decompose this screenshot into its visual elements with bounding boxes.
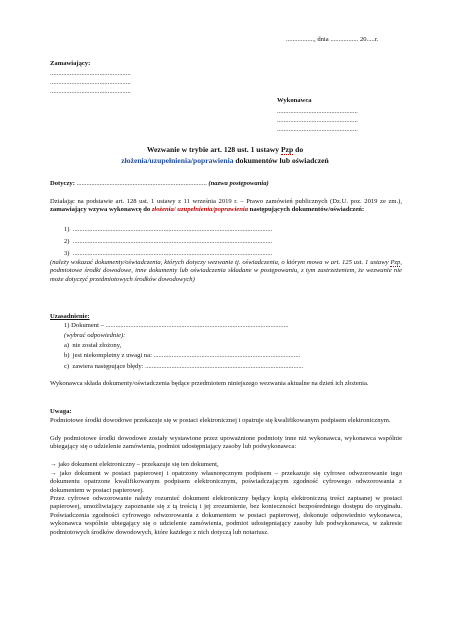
list-item: 2) ......................................................................................................................... — [64, 238, 273, 245]
list-item: a) nie został złożony, — [64, 342, 122, 349]
dotyczy-line: Dotyczy: ............................................................................... (nazwa postępowania) — [50, 180, 269, 187]
document-title-line-2: złożenia/uzupełnienia/poprawienia dokumentów lub oświadczeń — [121, 156, 329, 165]
list-item: c) zawiera następujące błędy: ................................................................................................ — [64, 363, 304, 370]
list-item: b) jest niekompletny z uwagi na: ......................................................................................... — [64, 352, 301, 359]
pzp-abbrev: Pzp — [281, 145, 294, 154]
intro-paragraph: Działając na podstawie art. 128 ust. 1 ustawy z 11 września 2019 r. – Prawo zamówień publicznych (Dz.U. poz. 2019 ze zm.), zamawiający wzywa wykonawcę do złożenia/ uzupełnienia/poprawienia następujących dokumentów/oświadczeń: — [50, 198, 402, 214]
zamawiajacy-line-3: ................................................. — [50, 88, 131, 95]
italic-note: (należy wskazać dokumenty/oświadczenia, których dotyczy wezwanie tj. oświadczenia, o którym mowa w art. 125 ust. 1 ustawy Pzp, podmiotowe środki dowodowe, inne dokumenty lub oświadczenia składane w postępowaniu, z tym zastrzeżeniem, że wezwanie nie może dotyczyć przedmiotowych środków dowodowych) — [50, 259, 402, 283]
wykonawca-label: Wykonawca — [277, 97, 312, 104]
title-red-part: złożenia/uzupełnienia/poprawienia — [121, 156, 234, 165]
uwaga-paragraph-5: Przez cyfrowe odwzorowanie należy rozumieć dokument elektroniczny będący kopią elektroniczną treści zapisanej w postaci papierowej, umożliwiający zapoznanie się z tą treścią i jej zrozumienie, bez konieczności bezpośredniego dostępu do oryginału. Poświadczenia zgodności cyfrowego odwzorowania z dokumentem w postaci papierowej, dokonuje odpowiednio wykonawca, wykonawca wspólnie ubiegający się o udzielenie zamówienia, podmiot udostępniający zasoby lub podwykonawca, w zakresie podmiotowych środków dowodowych, które każdego z nich dotyczą lub notariusz. — [50, 495, 402, 536]
uwaga-paragraph-1: Podmiotowe środki dowodowe przekazuje się w postaci elektronicznej i opatruje się kwalifikowanym podpisem elektronicznym. — [50, 417, 391, 424]
uzasadnienie-label: Uzasadnienie: — [50, 313, 90, 320]
zamawiajacy-line-1: ................................................. — [50, 70, 131, 77]
wykonawca-line-3: ................................................. — [277, 126, 358, 133]
uwaga-paragraph-4: → jako dokument w postaci papierowej i opatrzony własnoręcznym podpisem – przekazuje się cyfrowe odwzorowanie tego dokumentu opatrzone kwalifikowanym podpisem elektronicznym, poświadczającym zgodność cyfrowego odwzorowania z dokumentem w postaci papierowej. — [50, 470, 402, 494]
uwaga-label: Uwaga: — [50, 408, 72, 415]
wykonawca-line-2: ................................................. — [277, 117, 358, 124]
list-item: 3) ......................................................................................................................... — [64, 250, 273, 257]
zamawiajacy-label: Zamawiający: — [50, 60, 91, 67]
wykonawca-line-1: ................................................. — [277, 108, 358, 115]
uwaga-paragraph-2: Gdy podmiotowe środki dowodowe zostały wystawione przez upoważnione podmioty inne niż wykonawca, wykonawca wspólnie ubiegający się o udzielenie zamówienia, podmiot udostępniający zasoby lub podwykonawca: — [50, 435, 402, 451]
date-line: ................., dnia ................. 20.....r. — [286, 36, 379, 43]
choose-hint: (wybrać odpowiednie): — [64, 332, 126, 339]
document-line: 1) Dokument – ............................................................................................................... — [64, 322, 289, 329]
uwaga-paragraph-3: → jako dokument elektroniczny – przekazuje się ten dokument, — [50, 461, 219, 468]
intro-red-part: złożenia/ uzupełnienia/poprawienia — [151, 206, 249, 214]
document-title-line-1: Wezwanie w trybie art. 128 ust. 1 ustawy Pzp do — [146, 145, 304, 154]
zamawiajacy-line-2: ................................................. — [50, 79, 131, 86]
list-item: 1) ......................................................................................................................... — [64, 226, 273, 233]
statement-paragraph: Wykonawca składa dokumenty/oświadczenia będące przedmiotem niniejszego wezwania aktualne na dzień ich złożenia. — [50, 380, 369, 387]
